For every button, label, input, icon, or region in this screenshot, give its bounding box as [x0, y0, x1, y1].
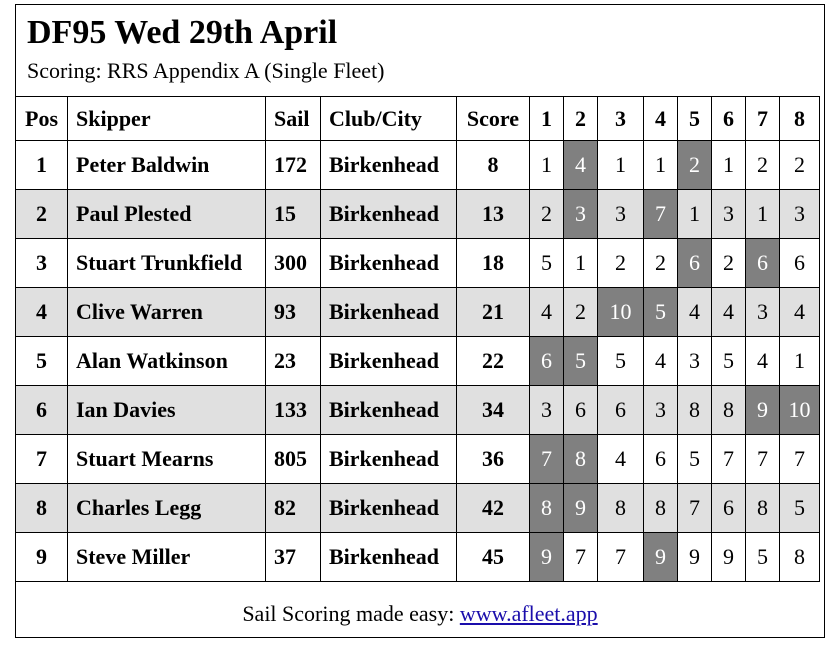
page-title: DF95 Wed 29th April: [27, 14, 338, 51]
score-cell: 22: [457, 337, 530, 386]
race-8-cell: 4: [780, 288, 820, 337]
race-2-cell: 8: [564, 435, 598, 484]
pos-cell: 2: [16, 190, 68, 239]
race-4-cell: 4: [644, 337, 678, 386]
skipper-cell: Clive Warren: [68, 288, 266, 337]
race-8-cell: 2: [780, 141, 820, 190]
race-1-cell: 2: [530, 190, 564, 239]
race-7-cell: 4: [746, 337, 780, 386]
race-5-cell: 7: [678, 484, 712, 533]
race-7-cell: 2: [746, 141, 780, 190]
race-6-cell: 6: [712, 484, 746, 533]
sail-cell: 805: [266, 435, 321, 484]
race-7-cell: 9: [746, 386, 780, 435]
scoring-subtitle: Scoring: RRS Appendix A (Single Fleet): [27, 58, 385, 83]
sail-cell: 300: [266, 239, 321, 288]
race-4-cell: 7: [644, 190, 678, 239]
club-cell: Birkenhead: [321, 533, 457, 582]
sail-cell: 82: [266, 484, 321, 533]
race-2-cell: 7: [564, 533, 598, 582]
col-header-race-2: 2: [564, 97, 598, 141]
score-cell: 34: [457, 386, 530, 435]
race-3-cell: 3: [598, 190, 644, 239]
race-2-cell: 1: [564, 239, 598, 288]
pos-cell: 1: [16, 141, 68, 190]
table-row: [16, 190, 820, 239]
pos-cell: 8: [16, 484, 68, 533]
race-7-cell: 7: [746, 435, 780, 484]
club-cell: Birkenhead: [321, 337, 457, 386]
race-2-cell: 9: [564, 484, 598, 533]
col-header-club: Club/City: [321, 97, 457, 141]
col-header-race-8: 8: [780, 97, 820, 141]
race-4-cell: 6: [644, 435, 678, 484]
race-1-cell: 3: [530, 386, 564, 435]
skipper-cell: Stuart Trunkfield: [68, 239, 266, 288]
pos-cell: 5: [16, 337, 68, 386]
table-row: [16, 141, 820, 190]
skipper-cell: Paul Plested: [68, 190, 266, 239]
table-row: [16, 239, 820, 288]
sail-cell: 15: [266, 190, 321, 239]
score-cell: 13: [457, 190, 530, 239]
pos-cell: 6: [16, 386, 68, 435]
race-3-cell: 8: [598, 484, 644, 533]
col-header-race-6: 6: [712, 97, 746, 141]
col-header-skipper: Skipper: [68, 97, 266, 141]
race-5-cell: 6: [678, 239, 712, 288]
club-cell: Birkenhead: [321, 484, 457, 533]
race-8-cell: 1: [780, 337, 820, 386]
race-8-cell: 3: [780, 190, 820, 239]
race-3-cell: 10: [598, 288, 644, 337]
score-cell: 21: [457, 288, 530, 337]
skipper-cell: Steve Miller: [68, 533, 266, 582]
race-4-cell: 8: [644, 484, 678, 533]
pos-cell: 4: [16, 288, 68, 337]
sail-cell: 133: [266, 386, 321, 435]
race-6-cell: 2: [712, 239, 746, 288]
col-header-race-4: 4: [644, 97, 678, 141]
club-cell: Birkenhead: [321, 435, 457, 484]
footer: [16, 591, 824, 637]
table-row: [16, 435, 820, 484]
race-4-cell: 1: [644, 141, 678, 190]
club-cell: Birkenhead: [321, 239, 457, 288]
skipper-cell: Ian Davies: [68, 386, 266, 435]
race-4-cell: 5: [644, 288, 678, 337]
race-6-cell: 4: [712, 288, 746, 337]
score-cell: 8: [457, 141, 530, 190]
race-7-cell: 3: [746, 288, 780, 337]
race-5-cell: 5: [678, 435, 712, 484]
race-6-cell: 1: [712, 141, 746, 190]
race-1-cell: 5: [530, 239, 564, 288]
race-3-cell: 7: [598, 533, 644, 582]
race-2-cell: 5: [564, 337, 598, 386]
score-cell: 45: [457, 533, 530, 582]
club-cell: Birkenhead: [321, 288, 457, 337]
race-2-cell: 3: [564, 190, 598, 239]
race-4-cell: 9: [644, 533, 678, 582]
race-8-cell: 5: [780, 484, 820, 533]
pos-cell: 7: [16, 435, 68, 484]
race-7-cell: 5: [746, 533, 780, 582]
table-row: [16, 337, 820, 386]
race-1-cell: 1: [530, 141, 564, 190]
race-2-cell: 2: [564, 288, 598, 337]
skipper-cell: Alan Watkinson: [68, 337, 266, 386]
sail-cell: 23: [266, 337, 321, 386]
header-row: [16, 97, 820, 141]
race-8-cell: 10: [780, 386, 820, 435]
table-row: [16, 386, 820, 435]
race-4-cell: 3: [644, 386, 678, 435]
race-1-cell: 4: [530, 288, 564, 337]
race-8-cell: 7: [780, 435, 820, 484]
race-3-cell: 1: [598, 141, 644, 190]
sail-cell: 93: [266, 288, 321, 337]
race-6-cell: 8: [712, 386, 746, 435]
col-header-race-7: 7: [746, 97, 780, 141]
skipper-cell: Stuart Mearns: [68, 435, 266, 484]
table-row: [16, 533, 820, 582]
col-header-sail: Sail: [266, 97, 321, 141]
sail-cell: 172: [266, 141, 321, 190]
race-5-cell: 2: [678, 141, 712, 190]
race-1-cell: 7: [530, 435, 564, 484]
race-8-cell: 6: [780, 239, 820, 288]
race-6-cell: 5: [712, 337, 746, 386]
race-1-cell: 8: [530, 484, 564, 533]
sail-cell: 37: [266, 533, 321, 582]
race-7-cell: 8: [746, 484, 780, 533]
table-row: [16, 484, 820, 533]
race-3-cell: 2: [598, 239, 644, 288]
skipper-cell: Peter Baldwin: [68, 141, 266, 190]
race-5-cell: 3: [678, 337, 712, 386]
col-header-score: Score: [457, 97, 530, 141]
race-2-cell: 4: [564, 141, 598, 190]
score-cell: 42: [457, 484, 530, 533]
afleet-link[interactable]: www.afleet.app: [459, 601, 598, 626]
race-6-cell: 7: [712, 435, 746, 484]
race-1-cell: 6: [530, 337, 564, 386]
col-header-race-3: 3: [598, 97, 644, 141]
skipper-cell: Charles Legg: [68, 484, 266, 533]
race-3-cell: 4: [598, 435, 644, 484]
pos-cell: 3: [16, 239, 68, 288]
race-1-cell: 9: [530, 533, 564, 582]
col-header-race-5: 5: [678, 97, 712, 141]
score-cell: 36: [457, 435, 530, 484]
race-4-cell: 2: [644, 239, 678, 288]
race-5-cell: 1: [678, 190, 712, 239]
col-header-pos: Pos: [16, 97, 68, 141]
race-5-cell: 9: [678, 533, 712, 582]
score-cell: 18: [457, 239, 530, 288]
race-6-cell: 9: [712, 533, 746, 582]
club-cell: Birkenhead: [321, 386, 457, 435]
race-7-cell: 1: [746, 190, 780, 239]
race-8-cell: 8: [780, 533, 820, 582]
col-header-race-1: 1: [530, 97, 564, 141]
table-row: [16, 288, 820, 337]
race-5-cell: 4: [678, 288, 712, 337]
results-table: [15, 96, 820, 582]
race-7-cell: 6: [746, 239, 780, 288]
club-cell: Birkenhead: [321, 190, 457, 239]
race-6-cell: 3: [712, 190, 746, 239]
pos-cell: 9: [16, 533, 68, 582]
race-3-cell: 6: [598, 386, 644, 435]
club-cell: Birkenhead: [321, 141, 457, 190]
footer-text: Sail Scoring made easy:: [242, 601, 460, 626]
race-3-cell: 5: [598, 337, 644, 386]
header: [16, 5, 824, 96]
race-2-cell: 6: [564, 386, 598, 435]
race-5-cell: 8: [678, 386, 712, 435]
results-sheet: [15, 4, 825, 638]
